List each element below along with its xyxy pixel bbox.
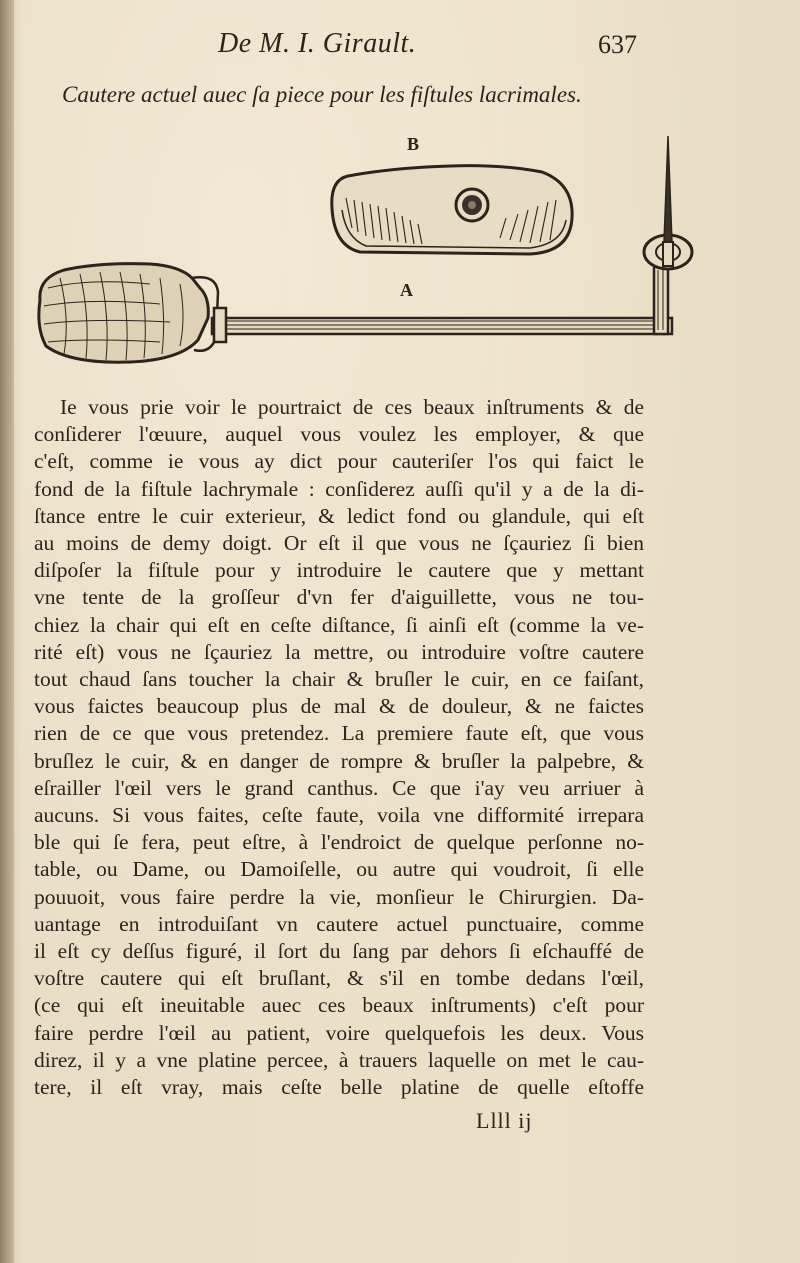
figure-label-a: A xyxy=(400,280,413,300)
text-line: vne tente de la groſſeur d'vn fer d'aiguillette, vous ne tou- xyxy=(34,585,644,610)
cautery-engraving xyxy=(30,128,710,380)
plate-b xyxy=(332,166,572,254)
text-line: voſtre cautere qui eſt bruſlant, & s'il en tombe dedans l'œil, xyxy=(34,966,644,991)
text-line: (ce qui eſt ineuitable auec ces beaux inſtruments) c'eſt pour xyxy=(34,993,644,1018)
text-line: vous faictes beaucoup plus de mal & de douleur, & ne faictes xyxy=(34,694,644,719)
running-head-title: De M. I. Girault. xyxy=(218,28,417,59)
text-line: faire perdre l'œil au patient, voire quelquefois les deux. Vous xyxy=(34,1020,644,1045)
text-line: au moins de demy doigt. Or eſt il que vous ne ſçauriez ſi bien xyxy=(34,531,644,556)
text-line: aucuns. Si vous faites, ceſte faute, voila vne difformité irrepara xyxy=(34,803,644,828)
signature-mark: Llll ij xyxy=(476,1108,533,1133)
text-line: eſrailler l'œil vers le grand canthus. Ce que i'ay veu arriuer à xyxy=(34,775,644,800)
page-spine-shadow xyxy=(0,0,14,1263)
figure-label-b: B xyxy=(407,134,420,154)
cautery-instrument-figure xyxy=(30,128,710,380)
text-line: direz, il y a vne platine percee, à trauers laquelle on met le cau- xyxy=(34,1047,644,1072)
text-line: ſtance entre le cuir exterieur, & ledict fond ou glandule, qui eſt xyxy=(34,503,644,528)
text-line: c'eſt, comme ie vous ay dict pour cauteriſer l'os qui faict le xyxy=(34,449,644,474)
figure-caption: Cautere actuel auec ſa piece pour les fiſtules lacrimales. xyxy=(62,82,582,107)
text-line: rité eſt) vous ne ſçauriez la mettre, ou introduire voſtre cautere xyxy=(34,639,644,664)
text-line: bruſlez le cuir, & en danger de rompre & bruſler la palpebre, & xyxy=(34,748,644,773)
text-line: tere, il eſt vray, mais ceſte belle platine de quelle eſtoffe xyxy=(34,1075,644,1100)
running-head xyxy=(0,28,800,68)
text-line: fond de la fiſtule lachrymale : conſiderez auſſi qu'il y a de la di- xyxy=(34,476,644,501)
text-line: rien de ce que vous pretendez. La premiere faute eſt, que vous xyxy=(34,721,644,746)
cautery-handle xyxy=(39,264,218,363)
text-line: diſpoſer la fiſtule pour y introduire le cautere que y mettant xyxy=(34,558,644,583)
text-line: conſiderer l'œuure, auquel vous voulez les employer, & que xyxy=(34,422,644,447)
text-line: pouuoit, vous faire perdre la vie, monſieur le Chirurgien. Da- xyxy=(34,884,644,909)
text-line: table, ou Dame, ou Damoiſelle, ou autre qui voudroit, ſi elle xyxy=(34,857,644,882)
text-line: chiez la chair qui eſt en ceſte diſtance, ſi ainſi eſt (comme la ve- xyxy=(34,612,644,637)
cautery-tip xyxy=(644,136,692,269)
text-line: tout chaud ſans toucher la chair & bruſler le cuir, en ce faiſant, xyxy=(34,667,644,692)
text-line: Ie vous prie voir le pourtraict de ces beaux inſtruments & de xyxy=(60,395,644,419)
text-line: ble qui ſe fera, peut eſtre, à l'endroict de quelque perſonne no- xyxy=(34,830,644,855)
text-line: il eſt cy deſſus figuré, il ſort du ſang par dehors ſi eſchauffé de xyxy=(34,939,644,964)
page-number: 637 xyxy=(598,30,637,59)
text-line: uantage en introduiſant vn cautere actuel punctuaire, comme xyxy=(34,911,644,936)
body-text xyxy=(34,394,644,1101)
cautery-shaft xyxy=(212,266,672,342)
